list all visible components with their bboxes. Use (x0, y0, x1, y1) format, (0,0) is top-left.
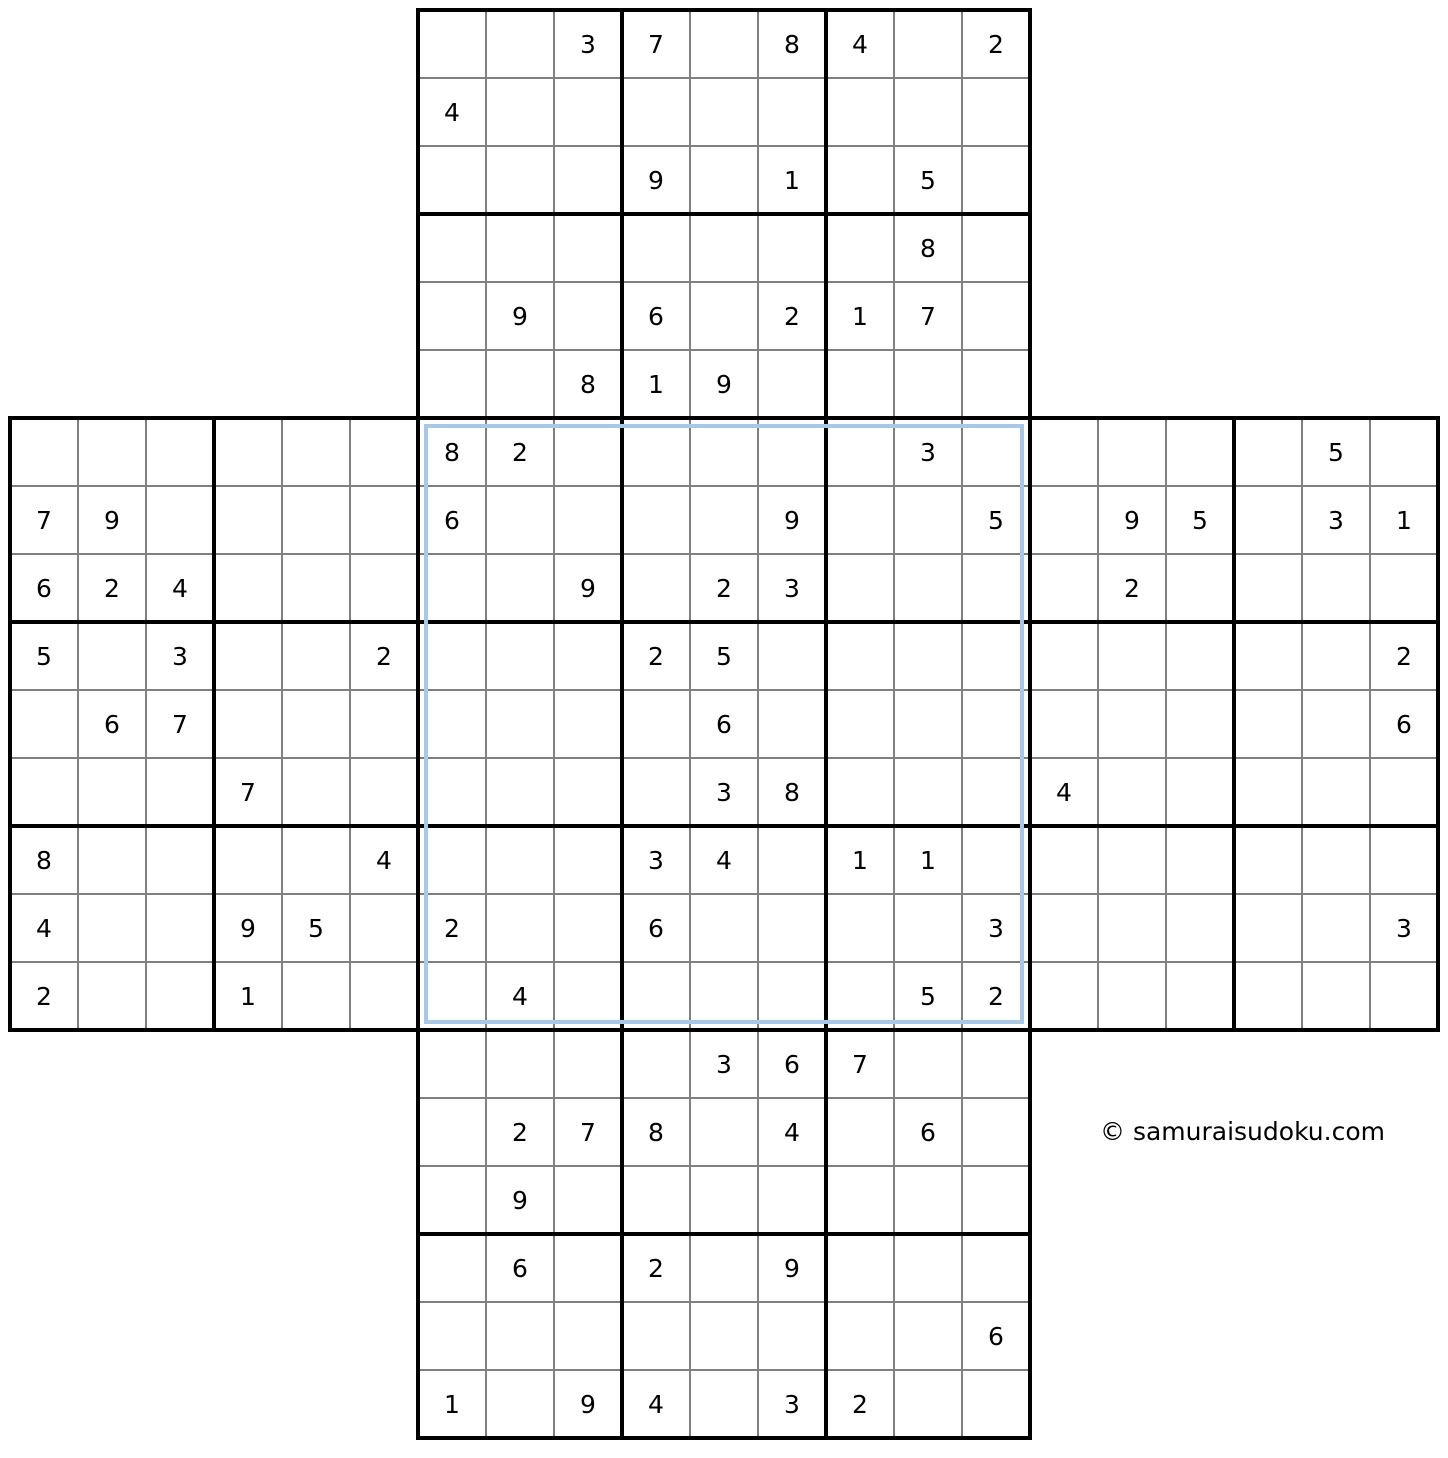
clue-digit: 8 (920, 234, 936, 263)
clue-digit: 2 (1396, 642, 1412, 671)
clue-digit: 1 (1396, 506, 1412, 535)
clue-digit: 8 (444, 438, 460, 467)
clue-digit: 4 (784, 1118, 800, 1147)
clue-digit: 3 (172, 642, 188, 671)
clue-digit: 9 (784, 506, 800, 535)
clue-digit: 5 (36, 642, 52, 671)
clue-digit: 6 (444, 506, 460, 535)
clue-digit: 3 (580, 30, 596, 59)
clue-digit: 6 (648, 302, 664, 331)
clue-digit: 8 (784, 778, 800, 807)
clue-digit: 3 (988, 914, 1004, 943)
clue-digit: 3 (920, 438, 936, 467)
clue-digit: 8 (648, 1118, 664, 1147)
clue-digit: 3 (1328, 506, 1344, 535)
clue-digit: 6 (36, 574, 52, 603)
clue-digit: 1 (648, 370, 664, 399)
clue-digit: 2 (988, 982, 1004, 1011)
clue-digit: 1 (444, 1390, 460, 1419)
clue-digit: 7 (648, 30, 664, 59)
clue-digit: 2 (648, 1254, 664, 1283)
clue-digit: 3 (1396, 914, 1412, 943)
clue-digit: 4 (1056, 778, 1072, 807)
clue-digit: 4 (376, 846, 392, 875)
clue-digit: 9 (512, 1186, 528, 1215)
clue-digit: 5 (1192, 506, 1208, 535)
clue-digit: 6 (1396, 710, 1412, 739)
clue-digit: 2 (784, 302, 800, 331)
clue-digit: 7 (36, 506, 52, 535)
clue-digit: 7 (920, 302, 936, 331)
clue-digit: 2 (648, 642, 664, 671)
clue-digit: 3 (716, 778, 732, 807)
clue-digit: 9 (716, 370, 732, 399)
clue-digit: 5 (988, 506, 1004, 535)
clue-digit: 5 (716, 642, 732, 671)
clue-digit: 1 (920, 846, 936, 875)
clue-digit: 4 (512, 982, 528, 1011)
clue-digit: 9 (512, 302, 528, 331)
clue-digit: 6 (648, 914, 664, 943)
clue-digit: 4 (36, 914, 52, 943)
clue-digit: 3 (784, 1390, 800, 1419)
clue-digit: 5 (920, 982, 936, 1011)
clue-digit: 2 (444, 914, 460, 943)
clue-digit: 3 (784, 574, 800, 603)
clue-digit: 6 (988, 1322, 1004, 1351)
clue-digit: 2 (512, 1118, 528, 1147)
clue-digit: 6 (104, 710, 120, 739)
copyright-text: © samuraisudoku.com (1100, 1117, 1385, 1146)
clue-digit: 2 (716, 574, 732, 603)
clue-digit: 7 (852, 1050, 868, 1079)
clue-digit: 1 (240, 982, 256, 1011)
clue-digit: 2 (988, 30, 1004, 59)
clue-digit: 6 (920, 1118, 936, 1147)
clue-digit: 3 (648, 846, 664, 875)
clue-digit: 5 (1328, 438, 1344, 467)
clue-digit: 5 (308, 914, 324, 943)
clue-digit: 9 (580, 1390, 596, 1419)
clue-digit: 4 (852, 30, 868, 59)
clue-digit: 4 (444, 98, 460, 127)
clue-digit: 2 (1124, 574, 1140, 603)
clue-digit: 2 (376, 642, 392, 671)
clue-digit: 8 (580, 370, 596, 399)
clue-digit: 9 (580, 574, 596, 603)
clue-digit: 2 (512, 438, 528, 467)
clue-digit: 6 (512, 1254, 528, 1283)
clue-digit: 3 (716, 1050, 732, 1079)
clue-digit: 9 (1124, 506, 1140, 535)
clue-digit: 2 (36, 982, 52, 1011)
clue-digit: 5 (920, 166, 936, 195)
clue-digit: 1 (852, 302, 868, 331)
clue-digit: 7 (240, 778, 256, 807)
clue-digit: 9 (240, 914, 256, 943)
clue-digit: 7 (172, 710, 188, 739)
clue-digit: 4 (648, 1390, 664, 1419)
clue-digit: 1 (784, 166, 800, 195)
clue-digit: 8 (36, 846, 52, 875)
clue-digit: 2 (852, 1390, 868, 1419)
clue-digit: 1 (852, 846, 868, 875)
clue-digit: 9 (648, 166, 664, 195)
clue-digit: 6 (784, 1050, 800, 1079)
clue-digit: 9 (784, 1254, 800, 1283)
clue-digit: 9 (104, 506, 120, 535)
clue-digit: 4 (172, 574, 188, 603)
clue-digit: 2 (104, 574, 120, 603)
clue-digit: 6 (716, 710, 732, 739)
clue-digit: 4 (716, 846, 732, 875)
clue-digit: 8 (784, 30, 800, 59)
clue-digit: 7 (580, 1118, 596, 1147)
